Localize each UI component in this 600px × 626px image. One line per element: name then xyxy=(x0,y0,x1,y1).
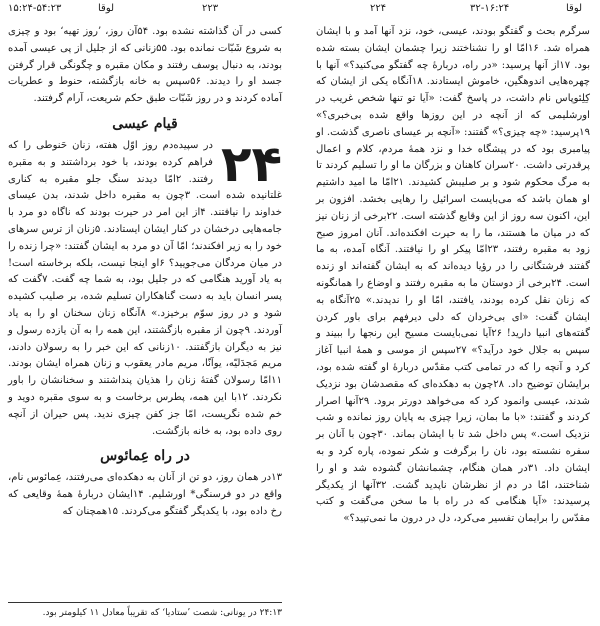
left-header-book: لوقا xyxy=(98,3,115,14)
verses-24-16-32: سرگرم بحث و گفتگو بودند، عیسی، خود، نزد آنها آمد و با ایشان همراه شد. ۱۶امّا او را نشناختند زیرا چشمان ایشان بسته شده بود. ۱۷از آنها پرسید: «در راه، دربارهٔ چه گفتگو می‌کنید؟» آنها با چهره‌هایی اندوهگین، خاموش ایستادند. ۱۸آنگاه یکی از ایشان که کِلِئوپاس نام داشت، در پاسخ گفت: «آیا تو تنها شخص غریب در اورشلیمی که از آنچه در این روزها واقع شده بی‌خبری؟» ۱۹پرسید: «چه چیزی؟» گفتند: «آنچه بر عیسای ناصری گذشت. او پیامبری بود که در پیشگاه خدا و نزد همهٔ مردم، کلام و اعمال پرقدرتی داشت. ۲۰سران کاهنان و بزرگان ما او را تسلیم کردند تا به مرگ محکوم شود و بر صلیبش کشیدند. ۲۱امّا ما امید داشتیم او همان باشد که می‌بایست اسرائیل را رهایی بخشد. افزون بر این، اکنون سه روز از این وقایع گذشته است. ۲۲برخی از زنان نیز که در میان ما هستند، ما را به حیرت افکنده‌اند. آنان امروز صبح زود به مقبره رفتند، ۲۳امّا پیکر او را نیافتند. آنگاه آمده، به ما گفتند فرشتگانی را در رؤیا دیده‌اند که به ایشان گفته‌اند او زنده است. ۲۴برخی از دوستان ما به مقبره رفتند و اوضاع را همانگونه که زنان نقل کرده بودند، یافتند، امّا او را ندیدند.» ۲۵آنگاه به ایشان گفت: «ای بی‌خردان که دلی دیرفهم برای باور کردن گفته‌های انبیا دارید! ۲۶آیا نمی‌بایست مسیح این رنجها را ببیند و سپس به جلال خود درآید؟» ۲۷سپس از موسی و همهٔ انبیا آغاز کرد و آنچه را که در تمامی کتب مقدّس دربارهٔ او گفته شده بود، برایشان توضیح داد. ۲۸چون به دهکده‌ای که مقصدشان بود نزدیک شدند، عیسی وانمود کرد که می‌خواهد دورتر برود. ۲۹آنها اصرار کردند و گفتند: «با ما بمان، زیرا چیزی به پایان روز نمانده و شب نزدیک است.» پس داخل شد تا با ایشان بماند. ۳۰چون با آنان بر سفره نشسته بود، نان را برگرفت و شکر نموده، پاره کرد و به ایشان داد. ۳۱در همان هنگام، چشمانشان گشوده شد و او را شناختند، امّا در دم از نظرشان ناپدید گشت. ۳۲آنها از یکدیگر پرسیدند: «آیا هنگامی که در راه با ما سخن می‌گفت و کتب مقدّس را برایمان تفسیر می‌کرد، دل در درون ما نمی‌تپید؟» xyxy=(316,26,591,525)
page-header xyxy=(0,0,600,18)
right-header-page-number: ۲۲۴ xyxy=(370,3,387,14)
verses-24-13-15: ۱۳در همان روز، دو تن از آنان به دهکده‌ای می‌رفتند، عِمائوس نام، واقع در دو فرسنگی* اورشلیم. ۱۴ایشان دربارهٔ همهٔ وقایعی که رخ داده بود، با یکدیگر گفتگو می‌کردند. ۱۵همچنان که xyxy=(8,472,282,517)
right-header-range: ۳۲-۱۶:۲۴ xyxy=(470,3,510,14)
left-column xyxy=(8,24,282,521)
section-heading-resurrection: قیام عیسی xyxy=(112,115,178,132)
chapter-number: ۲۴ xyxy=(220,134,282,193)
footnote: ۲۴:۱۳ در یونانی: شصت ’ستادیا‘ که تقریباً معادل ۱۱ کیلومتر بود. xyxy=(8,602,282,620)
right-column xyxy=(316,24,590,528)
right-header-book: لوقا xyxy=(566,3,583,14)
verses-24-1-12: در سپیده‌دم روز اوّل هفته، زنان حَنوطی را که فراهم کرده بودند، با خود برداشتند و به مقبره رفتند. ۲امّا دیدند سنگ جلو مقبره به کناری غلتانیده شده است. ۳چون به مقبره داخل شدند، بدن عیسای خداوند را نیافتند. ۴از این امر در حیرت بودند که ناگاه دو مرد با جامه‌هایی درخشان در کنار ایشان ایستادند. ۵زنان از ترس سرهای خود را به زیر افکندند؛ امّا آن دو مرد به ایشان گفتند: «چرا زنده را در میان مردگان می‌جویید؟ ۶او اینجا نیست، بلکه برخاسته است! به یاد آورید هنگامی که در جلیل بود، به شما چه گفت. ۷گفت که پسر انسان باید به دست گناهکاران تسلیم شده، بر صلیب کشیده شود و در روز سوّم برخیزد.» ۸آنگاه زنان سخنان او را به یاد آوردند. ۹چون از مقبره بازگشتند، این همه را به آن یازده رسول و نیز به دیگران بازگفتند. ۱۰زنانی که این خبر را به رسولان دادند، مریم مَجدَلیّه، یوآنّا، مریم مادر یعقوب و زنان همراه ایشان بودند. ۱۱امّا رسولان گفتهٔ زنان را هذیان پنداشتند و سخنانشان را باور نکردند. ۱۲با این همه، پطرس برخاست و به سوی مقبره دوید و خم شده نگریست، امّا جز کفن چیزی ندید. پس حیران از آنچه روی داده بود، به خانه بازگشت. xyxy=(8,139,283,437)
left-header-range: ۱۵:۲۴-۵۴:۲۳ xyxy=(8,3,62,14)
section-heading-emmaus-road: در راه عِمائوس xyxy=(100,448,190,465)
verses-23-54-56: کسی در آن گذاشته نشده بود. ۵۴آن روز، ’روز تهیه‘ بود و چیزی به شروع شَبّات نمانده بود. ۵۵زنانی که از جلیل از پی عیسی آمده بودند، به دنبال یوسف رفتند و مکان مقبره و چگونگی قرار گرفتن جسد او را دیدند. ۵۶سپس به خانه بازگشته، حنوط و عطریات آماده کردند و در روز شَبّات طبق حکم شریعت، آرام گرفتند. xyxy=(8,26,282,105)
left-header-page-number: ۲۲۳ xyxy=(202,3,219,14)
